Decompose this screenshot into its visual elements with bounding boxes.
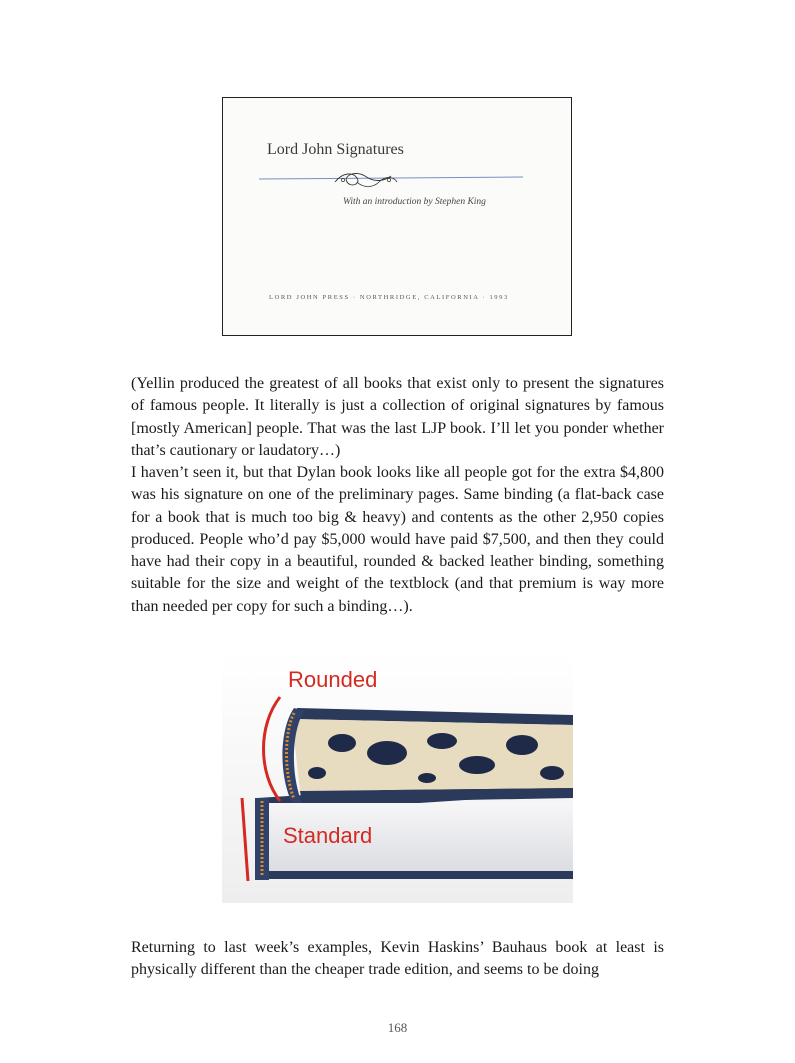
title-page-image xyxy=(222,97,572,336)
page-number: 168 xyxy=(387,1020,408,1035)
paragraph-yellin: (Yellin produced the greatest of all books that exist only to present the signatures of famous people. It literally is just a collection of original signatures by famous [mostly American] people. That was the last LJP book. I’ll let you ponder whether that’s cautionary or laudatory…) xyxy=(131,375,664,459)
paragraph-returning: Returning to last week’s examples, Kevin Haskins’ Bauhaus book at least is physically different than the cheaper trade edition, and seems to be doing xyxy=(131,939,664,979)
imprint-text: LORD JOHN PRESS · NORTHRIDGE, CALIFORNIA · 1993 xyxy=(269,294,509,301)
ornament-rule xyxy=(223,98,573,337)
spine-comparison-image xyxy=(222,653,573,903)
rounded-label: Rounded xyxy=(288,667,378,692)
book-subtitle-text: With an introduction by Stephen King xyxy=(343,197,486,207)
paragraph-dylan-book: I haven’t seen it, but that Dylan book looks like all people got for the extra $4,800 was his signature on one of the preliminary pages. Same binding (a flat-back case for a book that is much too big & heavy) and contents as the other 2,950 copies produced. People who’d pay $5,000 would have paid $7,500, and then they could have had their copy in a beautiful, rounded & backed leather binding, something suitable for the size and weight of the textblock (and that premium is way more than needed per copy for such a binding…). xyxy=(131,464,664,615)
standard-label: Standard xyxy=(283,823,373,848)
book-title-text: Lord John Signatures xyxy=(267,141,404,158)
books-illustration xyxy=(222,653,573,903)
